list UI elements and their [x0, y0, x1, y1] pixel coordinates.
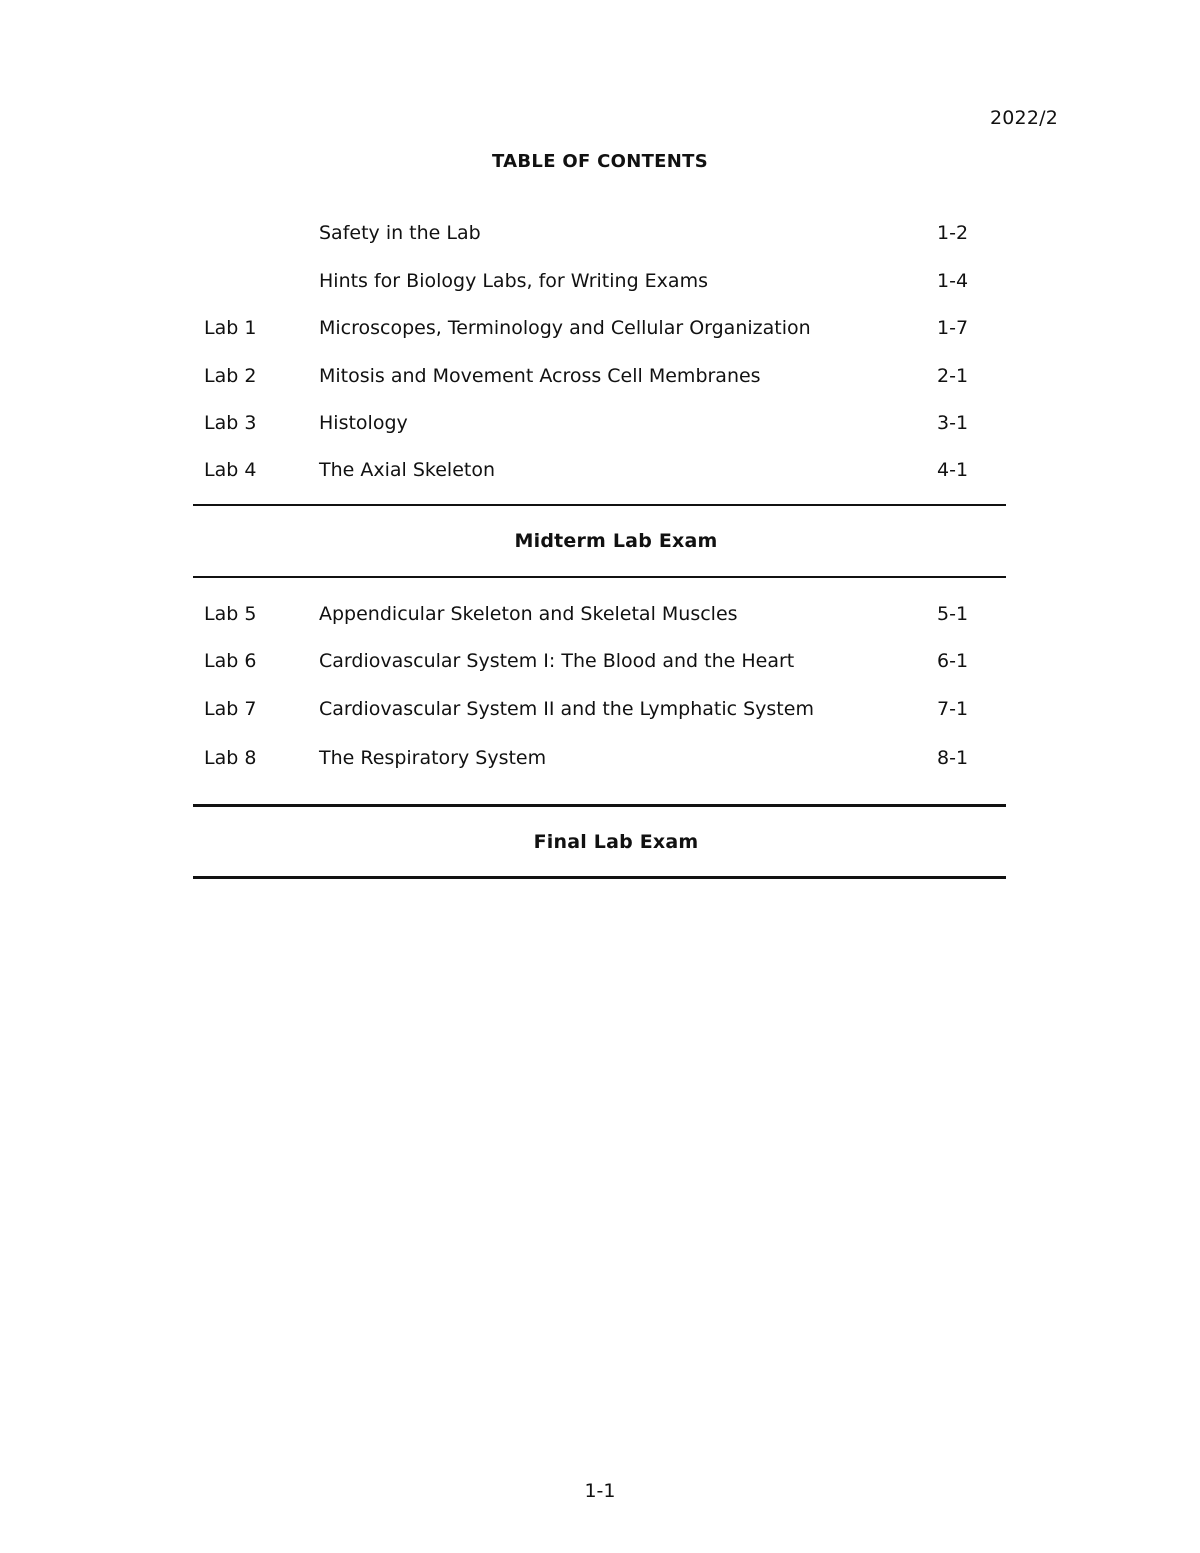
toc-page-number: 3-1: [937, 412, 969, 434]
toc-topic: Hints for Biology Labs, for Writing Exams: [319, 270, 708, 292]
toc-page-number: 1-7: [937, 317, 969, 339]
toc-topic: The Respiratory System: [319, 747, 547, 769]
toc-row-lab-5: [0, 599, 1200, 629]
toc-page-number: 5-1: [937, 603, 969, 625]
toc-row-lab-7: [0, 694, 1200, 724]
toc-row-lab-3: [0, 408, 1200, 438]
document-date: 2022/2: [989, 107, 1058, 129]
toc-row-lab-4: [0, 455, 1200, 485]
toc-topic: Mitosis and Movement Across Cell Membranes: [319, 365, 761, 387]
divider-rule: [193, 576, 1006, 578]
toc-topic: The Axial Skeleton: [319, 459, 496, 481]
toc-lab-number: Lab 7: [204, 698, 257, 720]
toc-page-number: 2-1: [937, 365, 969, 387]
toc-page-number: 4-1: [937, 459, 969, 481]
toc-row-safety: [0, 218, 1200, 248]
toc-page-number: 1-4: [937, 270, 969, 292]
toc-topic: Microscopes, Terminology and Cellular Organization: [319, 317, 811, 339]
toc-topic: Appendicular Skeleton and Skeletal Muscles: [319, 603, 738, 625]
toc-lab-number: Lab 3: [204, 412, 257, 434]
toc-page-number: 6-1: [937, 650, 969, 672]
toc-topic: Safety in the Lab: [319, 222, 481, 244]
toc-row-lab-6: [0, 646, 1200, 676]
divider-rule: [193, 804, 1006, 807]
toc-topic: Cardiovascular System II and the Lymphatic System: [319, 698, 814, 720]
toc-row-lab-2: [0, 361, 1200, 391]
page-number: 1-1: [584, 1480, 616, 1502]
toc-row-lab-8: [0, 743, 1200, 773]
toc-lab-number: Lab 2: [204, 365, 257, 387]
toc-page-number: 8-1: [937, 747, 969, 769]
final-exam-heading: Final Lab Exam: [533, 831, 699, 853]
toc-page-number: 7-1: [937, 698, 969, 720]
toc-topic: Cardiovascular System I: The Blood and the Heart: [319, 650, 795, 672]
page-title: TABLE OF CONTENTS: [492, 151, 708, 172]
midterm-exam-heading: Midterm Lab Exam: [514, 530, 718, 552]
toc-topic: Histology: [319, 412, 408, 434]
toc-lab-number: Lab 4: [204, 459, 257, 481]
toc-lab-number: Lab 6: [204, 650, 257, 672]
toc-lab-number: Lab 5: [204, 603, 257, 625]
toc-page-number: 1-2: [937, 222, 969, 244]
toc-lab-number: Lab 8: [204, 747, 257, 769]
divider-rule: [193, 504, 1006, 506]
toc-row-hints: [0, 266, 1200, 296]
toc-lab-number: Lab 1: [204, 317, 257, 339]
toc-row-lab-1: [0, 313, 1200, 343]
divider-rule: [193, 876, 1006, 879]
